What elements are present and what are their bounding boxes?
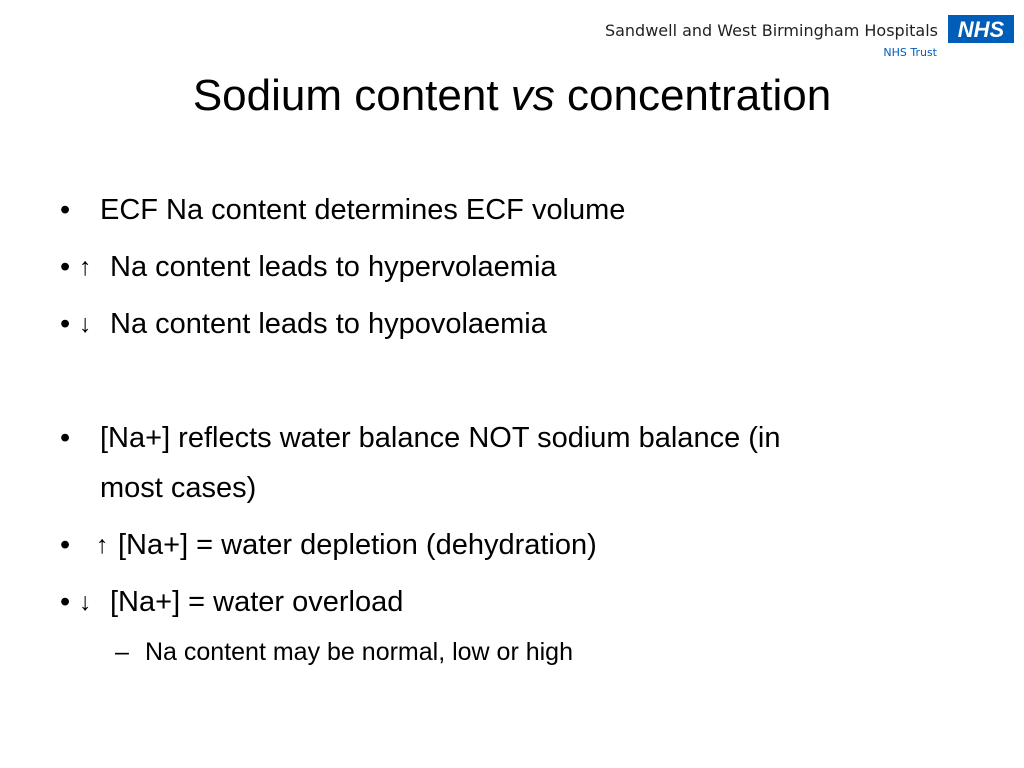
up-arrow-icon: ↑ [79, 253, 92, 281]
title-italic: vs [510, 71, 555, 120]
bullet-text: [Na+] = water overload [110, 586, 404, 618]
bullet-text: Na content leads to hypervolaemia [110, 251, 557, 283]
down-arrow-icon: ↓ [79, 310, 92, 338]
bullet-marker: • [60, 586, 71, 618]
bullet-text-continuation: most cases) [100, 472, 257, 504]
bullet-text: [Na+] = water depletion (dehydration) [118, 529, 597, 561]
bullet-marker: • [60, 251, 71, 283]
trust-name: NHS Trust [883, 46, 937, 59]
nhs-logo-text: NHS [957, 17, 1005, 42]
bullet-marker: • [60, 308, 71, 340]
bullet-text: ECF Na content determines ECF volume [100, 194, 626, 226]
bullet-marker: • [60, 529, 71, 561]
bullet-marker: • [60, 194, 71, 226]
bullet-marker: • [60, 422, 71, 454]
up-arrow-icon: ↑ [96, 531, 109, 559]
organisation-name: Sandwell and West Birmingham Hospitals [604, 21, 938, 40]
slide-title [60, 61, 964, 131]
sub-bullet-text: Na content may be normal, low or high [145, 638, 573, 666]
title-part-2: concentration [554, 71, 832, 120]
bullet-text: Na content leads to hypovolaemia [110, 308, 547, 340]
nhs-logo [948, 15, 1014, 43]
title-part-1: Sodium content [192, 71, 511, 120]
bullet-text: [Na+] reflects water balance NOT sodium balance (in [100, 422, 781, 454]
down-arrow-icon: ↓ [79, 588, 92, 616]
sub-bullet-marker: – [115, 638, 129, 666]
